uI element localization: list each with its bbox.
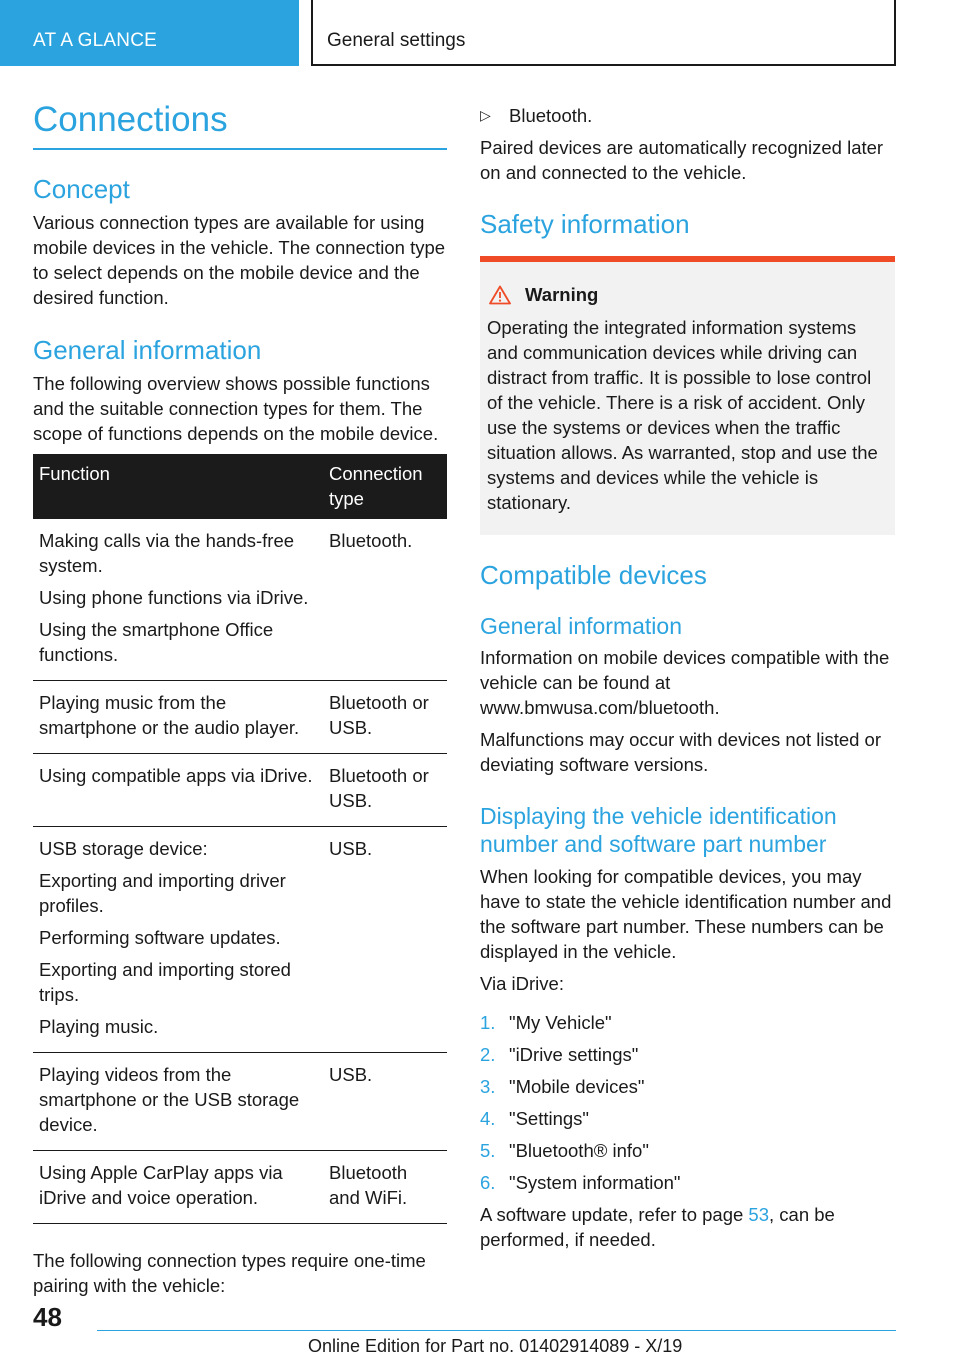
right-column (480, 103, 895, 1252)
function-cell (33, 1151, 323, 1224)
function-cell (33, 681, 323, 754)
list-item (480, 1074, 895, 1099)
list-item (480, 1138, 895, 1163)
compatible-devices-heading: Compatible devices (480, 560, 707, 590)
chapter-header (311, 0, 896, 66)
function-line: Exporting and importing driver profiles. (39, 870, 286, 916)
table-header-row (33, 454, 447, 519)
safety-heading: Safety information (480, 209, 690, 239)
connection-type-cell: Bluetooth or USB. (323, 754, 447, 827)
compatible-general-heading: General information (480, 613, 682, 639)
page-link[interactable]: 53 (748, 1204, 769, 1225)
function-line: Using compatible apps via iDrive. (39, 765, 313, 786)
page-title: Connections (33, 100, 447, 150)
connection-type-cell: Bluetooth or USB. (323, 681, 447, 754)
function-line: Exporting and importing stored trips. (39, 959, 291, 1005)
col-header-function: Function (33, 454, 323, 519)
function-line: Making calls via the hands-free system. (39, 530, 295, 576)
col-header-connection-type: Connection type (323, 454, 447, 519)
paired-devices-text: Paired devices are automatically recognized later on and connected to the vehicle. (480, 137, 884, 183)
warning-text: Operating the integrated information systems and communication devices while driving can distract from traffic. It is possible to lose control of the vehicle. There is a risk of accident. Only use the systems or devices when the traffic situation allows. As warranted, stop and use the systems and devices while the vehicle is stationary. (487, 317, 878, 513)
malfunction-text: Malfunctions may occur with devices not listed or deviating software versions. (480, 729, 882, 775)
table-row (33, 519, 447, 681)
triangle-bullet-icon: ▷ (480, 107, 491, 123)
connection-type-cell: USB. (323, 1053, 447, 1151)
step-text: "Settings" (509, 1108, 589, 1129)
step-text: "My Vehicle" (509, 1012, 612, 1033)
function-cell (33, 754, 323, 827)
footer-edition: Online Edition for Part no. 01402914089 - X/19 (308, 1336, 683, 1356)
concept-text: Various connection types are available for using mobile devices in the vehicle. The connection type to select depends on the mobile device and the desired function. (33, 212, 446, 308)
table-row (33, 1151, 447, 1224)
warning-title-text: Warning (525, 284, 599, 305)
function-cell (33, 1053, 323, 1151)
vin-heading: Displaying the vehicle identification number and software part number (480, 803, 837, 857)
function-line: Using Apple CarPlay apps via iDrive and voice operation. (39, 1162, 283, 1208)
table-row (33, 827, 447, 1053)
step-number: 2. (480, 1044, 496, 1065)
section-tab-label: AT A GLANCE (33, 30, 157, 51)
function-line: Performing software updates. (39, 927, 281, 948)
function-line: Using the smartphone Office functions. (39, 619, 274, 665)
step-number: 6. (480, 1172, 496, 1193)
step-text: "iDrive settings" (509, 1044, 639, 1065)
step-text: "System information" (509, 1172, 681, 1193)
step-number: 1. (480, 1012, 496, 1033)
table-row (33, 1053, 447, 1151)
list-item (480, 1010, 895, 1035)
software-update-text (480, 1202, 895, 1252)
left-column (33, 100, 447, 1298)
compatible-info-text: Information on mobile devices compatible with the vehicle can be found at www.bmwusa.com/bluetooth. (480, 647, 890, 718)
section-tab[interactable] (0, 0, 299, 66)
update-text-after: , can be performed, if needed. (480, 1204, 835, 1250)
table-row (33, 681, 447, 754)
connection-type-cell: USB. (323, 827, 447, 1053)
function-line: USB storage device: (39, 838, 208, 859)
connection-type-cell: Bluetooth and WiFi. (323, 1151, 447, 1224)
chapter-title: General settings (327, 30, 466, 51)
list-item (480, 1106, 895, 1131)
vin-text: When looking for compatible devices, you may have to state the vehicle identification number and the software part number. These numbers can be displayed in the vehicle. (480, 866, 892, 962)
warning-triangle-icon (489, 285, 511, 305)
pairing-text: The following connection types require one-time pairing with the vehicle: (33, 1250, 426, 1296)
table-row (33, 754, 447, 827)
function-line: Playing music from the smartphone or the audio player. (39, 692, 300, 738)
list-item (480, 1042, 895, 1067)
warning-title (487, 284, 887, 306)
bullet-text: Bluetooth. (509, 105, 593, 126)
function-line: Playing music. (39, 1016, 159, 1037)
update-text-before: A software update, refer to page (480, 1204, 749, 1225)
connection-table (33, 454, 447, 1224)
function-cell (33, 827, 323, 1053)
bullet-item (480, 103, 895, 128)
warning-box (480, 256, 895, 535)
page-number: 48 (33, 1302, 62, 1332)
concept-heading: Concept (33, 174, 130, 204)
step-text: "Bluetooth® info" (509, 1140, 649, 1161)
step-number: 4. (480, 1108, 496, 1129)
list-item (480, 1170, 895, 1195)
function-line: Using phone functions via iDrive. (39, 587, 309, 608)
general-info-heading: General information (33, 335, 262, 365)
connection-type-cell: Bluetooth. (323, 519, 447, 681)
footer-divider (97, 1330, 896, 1331)
function-line: Playing videos from the smartphone or the USB storage device. (39, 1064, 300, 1135)
function-cell (33, 519, 323, 681)
general-info-text: The following overview shows possible functions and the suitable connection types for them. The scope of functions depends on the mobile device. (33, 373, 439, 444)
step-number: 5. (480, 1140, 496, 1161)
idrive-steps (480, 1010, 895, 1195)
step-number: 3. (480, 1076, 496, 1097)
step-text: "Mobile devices" (509, 1076, 645, 1097)
via-idrive-text: Via iDrive: (480, 973, 564, 994)
